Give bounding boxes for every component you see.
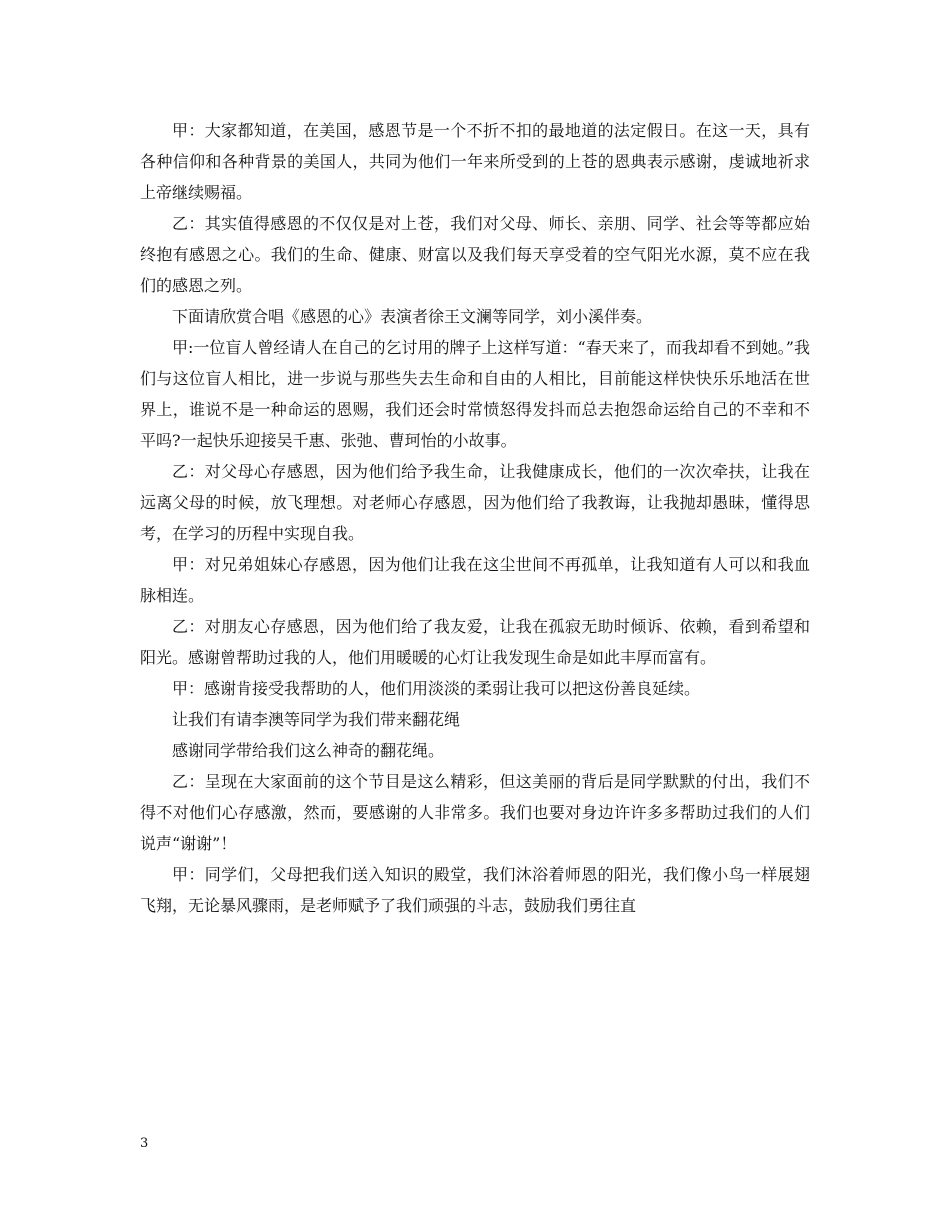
paragraph-3: 下面请欣赏合唱《感恩的心》表演者徐王文澜等同学，刘小溪伴奏。	[172, 307, 653, 326]
paragraph-1: 甲：大家都知道，在美国，感恩节是一个不折不扣的最地道的法定假日。在这一天，具有各种信仰和各种背景的美国人，共同为他们一年来所受到的上苍的恩典表示感谢，虔诚地祈求上帝继续赐福。	[140, 121, 810, 202]
paragraph-11: 乙：呈现在大家面前的这个节目是这么精彩，但这美丽的背后是同学默默的付出，我们不得不对他们心存感激，然而，要感谢的人非常多。我们也要对身边许许多多帮助过我们的人们说声“谢谢”！	[140, 772, 810, 853]
paragraph-7: 乙：对朋友心存感恩，因为他们给了我友爱，让我在孤寂无助时倾诉、依赖，看到希望和阳光。感谢曾帮助过我的人，他们用暖暖的心灯让我发现生命是如此丰厚而富有。	[140, 617, 810, 667]
paragraph-4: 甲:一位盲人曾经请人在自己的乞讨用的牌子上这样写道：“春天来了，而我却看不到她。”我们与这位盲人相比，进一步说与那些失去生命和自由的人相比，目前能这样快快乐乐地活在世界上，谁说不是一种命运的恩赐，我们还会时常愤怒得发抖而总去抱怨命运给自己的不幸和不平吗?一起快乐迎接吴千惠、张弛、曹珂怡的小故事。	[140, 338, 810, 450]
page-number: 3	[140, 1136, 149, 1151]
paragraph-9: 让我们有请李澳等同学为我们带来翻花绳	[172, 710, 461, 729]
paragraph-6: 甲：对兄弟姐妹心存感恩，因为他们让我在这尘世间不再孤单，让我知道有人可以和我血脉相连。	[140, 555, 810, 605]
paragraph-10: 感谢同学带给我们这么神奇的翻花绳。	[172, 741, 445, 760]
paragraph-12: 甲：同学们，父母把我们送入知识的殿堂，我们沐浴着师恩的阳光，我们像小鸟一样展翅飞翔，无论暴风骤雨，是老师赋予了我们顽强的斗志，鼓励我们勇往直	[140, 865, 810, 915]
paragraph-5: 乙：对父母心存感恩，因为他们给予我生命，让我健康成长，他们的一次次牵扶，让我在远离父母的时候，放飞理想。对老师心存感恩，因为他们给了我教诲，让我抛却愚昧，懂得思考，在学习的历程中实现自我。	[140, 462, 810, 543]
paragraph-2: 乙：其实值得感恩的不仅仅是对上苍，我们对父母、师长、亲朋、同学、社会等等都应始终抱有感恩之心。我们的生命、健康、财富以及我们每天享受着的空气阳光水源，莫不应在我们的感恩之列。	[140, 214, 810, 295]
paragraph-8: 甲：感谢肯接受我帮助的人，他们用淡淡的柔弱让我可以把这份善良延续。	[172, 679, 701, 698]
document-body	[140, 115, 810, 921]
